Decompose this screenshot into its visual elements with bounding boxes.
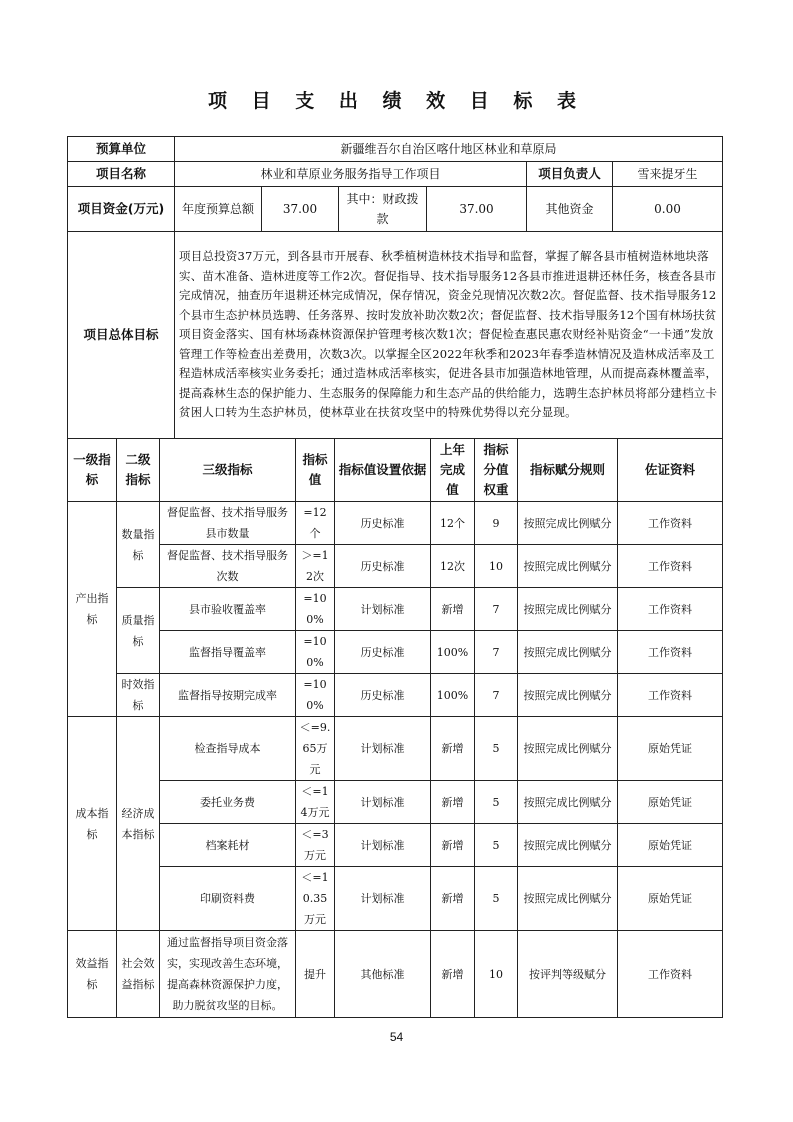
budget-unit-value: 新疆维吾尔自治区喀什地区林业和草原局 bbox=[175, 137, 723, 162]
col-basis: 指标值设置依据 bbox=[335, 439, 431, 502]
indicator-last-year: 新增 bbox=[431, 867, 475, 931]
indicator-basis: 计划标准 bbox=[335, 824, 431, 867]
indicator-weight: 5 bbox=[475, 867, 518, 931]
indicator-last-year: 100% bbox=[431, 674, 475, 717]
group-economic: 经济成本指标 bbox=[117, 717, 160, 931]
table-row bbox=[68, 824, 723, 867]
group-timeliness: 时效指标 bbox=[117, 674, 160, 717]
indicator-value: ＜=3万元 bbox=[296, 824, 335, 867]
indicator-last-year: 新增 bbox=[431, 588, 475, 631]
indicator-weight: 5 bbox=[475, 717, 518, 781]
indicator-rule: 按照完成比例赋分 bbox=[518, 674, 618, 717]
col-value: 指标值 bbox=[296, 439, 335, 502]
indicator-value: 提升 bbox=[296, 931, 335, 1018]
col-rule: 指标赋分规则 bbox=[518, 439, 618, 502]
indicator-value: =100% bbox=[296, 674, 335, 717]
col-level1: 一级指标 bbox=[68, 439, 117, 502]
indicator-basis: 历史标准 bbox=[335, 674, 431, 717]
col-last-year: 上年完成值 bbox=[431, 439, 475, 502]
indicator-evidence: 原始凭证 bbox=[618, 867, 723, 931]
indicator-basis: 历史标准 bbox=[335, 631, 431, 674]
project-name-label: 项目名称 bbox=[68, 162, 175, 187]
indicator-value: ＜=14万元 bbox=[296, 781, 335, 824]
indicator-weight: 7 bbox=[475, 674, 518, 717]
col-level2: 二级指标 bbox=[117, 439, 160, 502]
indicator-weight: 10 bbox=[475, 545, 518, 588]
indicator-name: 督促监督、技术指导服务次数 bbox=[160, 545, 296, 588]
indicator-name: 印刷资料费 bbox=[160, 867, 296, 931]
indicator-value: =12个 bbox=[296, 502, 335, 545]
indicator-last-year: 新增 bbox=[431, 781, 475, 824]
overall-goal-text: 项目总投资37万元，到各县市开展春、秋季植树造林技术指导和监督，掌握了解各县市植树造林地块落实、苗木准备、造林进度等工作2次。督促指导、技术指导服务12各县市推进退耕还林任务，核查各县市完成情况，抽查历年退耕还林完成情况，保存情况，资金兑现情况次数2次。督促监督、技术指导服务12个县市生态护林员选聘、任务落界、按时发放补助次数2次；督促监督、技术指导服务12个国有林场扶贫项目资金落实、国有林场森林资源保护管理考核次数1次；督促检查惠民惠农财经补贴资金“一卡通”发放管理工作等检查出差费用，次数3次。以掌握全区2022年秋季和2023年春季造林情况及造林成活率及工程造林成活率核实业务委托；通过造林成活率核实，促进各县市加强造林地管理，从而提高森林覆盖率，提高森林生态的保护能力、生态服务的保障能力和生态产品的供给能力，选聘生态护林员将部分建档立卡贫困人口转为生态护林员，使林草业在扶贫攻坚中的特殊优势得以充分显现。 bbox=[175, 232, 723, 439]
indicator-rule: 按照完成比例赋分 bbox=[518, 545, 618, 588]
indicator-rule: 按照完成比例赋分 bbox=[518, 502, 618, 545]
indicator-name: 督促监督、技术指导服务县市数量 bbox=[160, 502, 296, 545]
indicator-last-year: 12次 bbox=[431, 545, 475, 588]
indicator-rule: 按照完成比例赋分 bbox=[518, 867, 618, 931]
indicator-value: =100% bbox=[296, 631, 335, 674]
indicator-rule: 按照完成比例赋分 bbox=[518, 781, 618, 824]
fiscal-allocation-label: 其中：财政拨款 bbox=[339, 187, 427, 232]
indicator-last-year: 100% bbox=[431, 631, 475, 674]
table-row bbox=[68, 931, 723, 1018]
indicator-evidence: 原始凭证 bbox=[618, 781, 723, 824]
indicator-weight: 7 bbox=[475, 588, 518, 631]
col-evidence: 佐证资料 bbox=[618, 439, 723, 502]
indicator-value: ＜=9.65万元 bbox=[296, 717, 335, 781]
page-title: 项 目 支 出 绩 效 目 标 表 bbox=[208, 90, 585, 112]
indicator-last-year: 新增 bbox=[431, 824, 475, 867]
other-funds-label: 其他资金 bbox=[527, 187, 613, 232]
indicator-weight: 5 bbox=[475, 824, 518, 867]
group-output: 产出指标 bbox=[68, 502, 117, 717]
indicator-basis: 计划标准 bbox=[335, 867, 431, 931]
indicator-rule: 按评判等级赋分 bbox=[518, 931, 618, 1018]
group-benefit: 效益指标 bbox=[68, 931, 117, 1018]
indicator-weight: 5 bbox=[475, 781, 518, 824]
table-row bbox=[68, 781, 723, 824]
annual-budget-label: 年度预算总额 bbox=[175, 187, 262, 232]
project-name-value: 林业和草原业务服务指导工作项目 bbox=[175, 162, 527, 187]
indicator-last-year: 新增 bbox=[431, 931, 475, 1018]
indicator-name: 县市验收覆盖率 bbox=[160, 588, 296, 631]
budget-unit-label: 预算单位 bbox=[68, 137, 175, 162]
indicator-last-year: 新增 bbox=[431, 717, 475, 781]
indicator-rule: 按照完成比例赋分 bbox=[518, 824, 618, 867]
table-row bbox=[68, 588, 723, 631]
indicator-evidence: 工作资料 bbox=[618, 545, 723, 588]
indicator-last-year: 12个 bbox=[431, 502, 475, 545]
indicator-weight: 10 bbox=[475, 931, 518, 1018]
indicator-name: 检查指导成本 bbox=[160, 717, 296, 781]
project-header-table bbox=[67, 136, 723, 439]
group-quantity: 数量指标 bbox=[117, 502, 160, 588]
indicator-evidence: 工作资料 bbox=[618, 631, 723, 674]
indicator-basis: 计划标准 bbox=[335, 717, 431, 781]
indicator-name: 通过监督指导项目资金落实，实现改善生态环境，提高森林资源保护力度，助力脱贫攻坚的目标。 bbox=[160, 931, 296, 1018]
indicator-weight: 9 bbox=[475, 502, 518, 545]
table-row bbox=[68, 674, 723, 717]
indicators-table bbox=[67, 438, 723, 1018]
indicator-value: ＞=12次 bbox=[296, 545, 335, 588]
indicator-evidence: 原始凭证 bbox=[618, 717, 723, 781]
indicator-rule: 按照完成比例赋分 bbox=[518, 717, 618, 781]
indicator-weight: 7 bbox=[475, 631, 518, 674]
overall-goal-label: 项目总体目标 bbox=[68, 232, 175, 439]
table-row bbox=[68, 717, 723, 781]
indicator-name: 档案耗材 bbox=[160, 824, 296, 867]
col-level3: 三级指标 bbox=[160, 439, 296, 502]
annual-budget-value: 37.00 bbox=[262, 187, 339, 232]
indicator-basis: 计划标准 bbox=[335, 781, 431, 824]
group-quality: 质量指标 bbox=[117, 588, 160, 674]
indicator-basis: 其他标准 bbox=[335, 931, 431, 1018]
group-cost: 成本指标 bbox=[68, 717, 117, 931]
table-row bbox=[68, 867, 723, 931]
fiscal-allocation-value: 37.00 bbox=[427, 187, 527, 232]
col-weight: 指标分值权重 bbox=[475, 439, 518, 502]
indicator-evidence: 工作资料 bbox=[618, 674, 723, 717]
indicator-basis: 历史标准 bbox=[335, 545, 431, 588]
table-row bbox=[68, 545, 723, 588]
indicator-basis: 历史标准 bbox=[335, 502, 431, 545]
indicator-value: =100% bbox=[296, 588, 335, 631]
indicator-value: ＜=10.35万元 bbox=[296, 867, 335, 931]
project-fund-label: 项目资金(万元) bbox=[68, 187, 175, 232]
table-row bbox=[68, 502, 723, 545]
table-row bbox=[68, 631, 723, 674]
project-owner-value: 雪来提牙生 bbox=[613, 162, 723, 187]
indicator-basis: 计划标准 bbox=[335, 588, 431, 631]
project-owner-label: 项目负责人 bbox=[527, 162, 613, 187]
indicator-name: 监督指导按期完成率 bbox=[160, 674, 296, 717]
group-social: 社会效益指标 bbox=[117, 931, 160, 1018]
indicator-evidence: 工作资料 bbox=[618, 502, 723, 545]
indicator-evidence: 原始凭证 bbox=[618, 824, 723, 867]
indicator-name: 监督指导覆盖率 bbox=[160, 631, 296, 674]
indicator-evidence: 工作资料 bbox=[618, 588, 723, 631]
indicator-rule: 按照完成比例赋分 bbox=[518, 631, 618, 674]
indicator-rule: 按照完成比例赋分 bbox=[518, 588, 618, 631]
page-number: 54 bbox=[389, 1030, 404, 1044]
indicator-name: 委托业务费 bbox=[160, 781, 296, 824]
indicator-evidence: 工作资料 bbox=[618, 931, 723, 1018]
other-funds-value: 0.00 bbox=[613, 187, 723, 232]
